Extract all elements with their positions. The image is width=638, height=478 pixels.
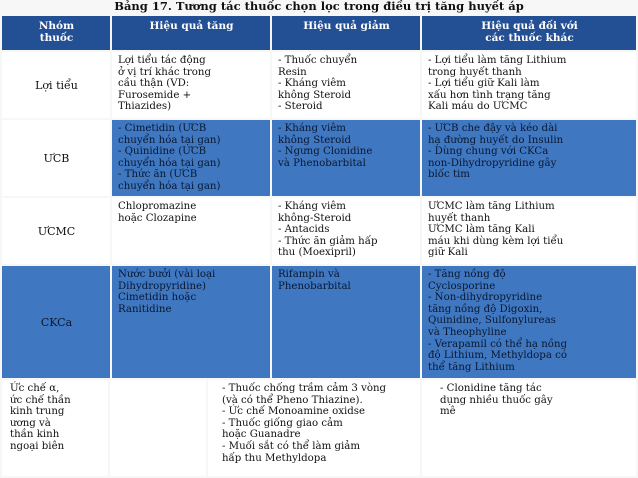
row-decrease: - Kháng viêm không-Steroid - Antacids - Thức ăn giảm hấp thu (Moexipril) [272,198,420,264]
row-group-loi-tieu: Lợi tiểu [2,52,110,118]
header-group: Nhóm thuốc [2,16,110,50]
header-increase: Hiệu quả tăng [112,16,270,50]
header-other: Hiệu quả đối với các thuốc khác [422,16,636,50]
row-other: ƯCMC làm tăng Lithium huyết thanh ƯCMC làm tăng Kali máu khi dùng kèm lợi tiểu giữ Kali [422,198,636,264]
row-group-ckca: CKCa [2,266,110,378]
row-other: - Lợi tiểu làm tăng Lithium trong huyết thanh - Lợi tiểu giữ Kali làm xấu hơn tình trạng tăng Kali máu do ƯCMC [422,52,636,118]
row-increase: Nước bưởi (vài loại Dihydropyridine) Cimetidin hoặc Ranitidine [112,266,270,378]
row-decrease: Rifampin và Phenobarbital [272,266,420,378]
row-increase [110,380,206,476]
row-other: - Tăng nồng độ Cyclosporine - Non-dihydropyridine tăng nồng độ Digoxin, Quinidine, Sulfonylureas và Theophyline - Verapamil có thể hạ nồng độ Lithium, Methyldopa có thể tăng Lithium [422,266,636,378]
row-increase: - Cimetidin (ƯCB chuyển hóa tại gan) - Quinidine (ƯCB chuyển hóa tại gan) - Thức ăn (ƯCB chuyển hóa tại gan) [112,120,270,196]
interaction-table [0,14,638,478]
row-decrease: - Thuốc chuyển Resin - Kháng viêm không Steroid - Steroid [272,52,420,118]
row-group-uc-che-alpha: Ức chế α, ức chế thần kinh trung ương và thần kinh ngoại biên [2,380,108,476]
row-decrease: - Kháng viêm không Steroid - Ngưng Clonidine và Phenobarbital [272,120,420,196]
row-increase: Chlopromazine hoặc Clozapine [112,198,270,264]
table-title: Bảng 17. Tương tác thuốc chọn lọc trong điều trị tăng huyết áp [114,0,524,13]
row-group-ucb: ƯCB [2,120,110,196]
row-other: - ƯCB che đậy và kéo dài hạ đường huyết do Insulin - Dùng chung với CKCa non-Dihydropyridine gây blốc tim [422,120,636,196]
row-other: - Clonidine tăng tác dụng nhiều thuốc gây mê [422,380,636,476]
row-decrease: - Thuốc chống trầm cảm 3 vòng (và có thể Pheno Thiazine). - Ức chế Monoamine oxidse - Thuốc giống giao cảm hoặc Guanadre - Muối sắt có thể làm giảm hấp thu Methyldopa [208,380,420,476]
row-increase: Lợi tiểu tác động ở vị trí khác trong cầu thận (VD: Furosemide + Thiazides) [112,52,270,118]
row-group-ucmc: ƯCMC [2,198,110,264]
header-decrease: Hiệu quả giảm [272,16,420,50]
